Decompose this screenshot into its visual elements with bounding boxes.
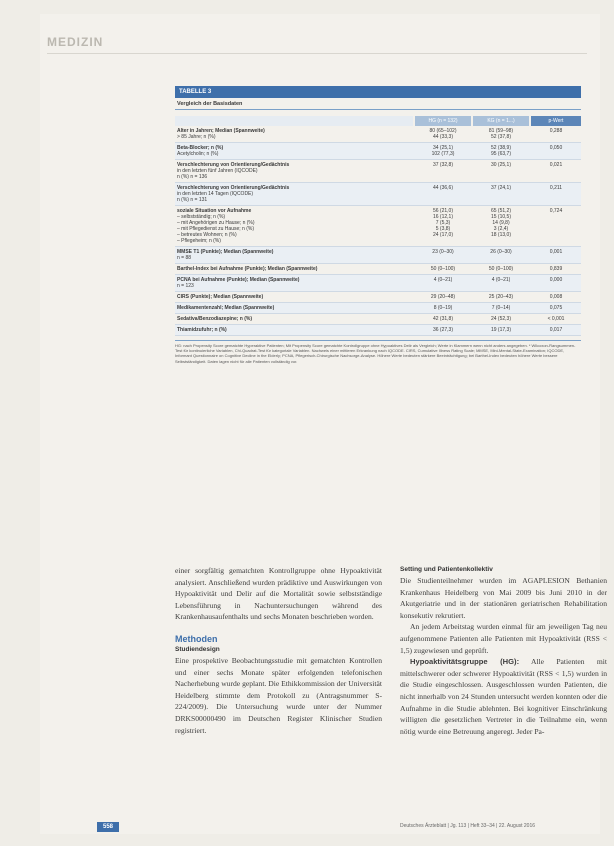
row-label-sub: > 85 Jahre; n (%)	[177, 134, 216, 140]
cell-kg	[473, 128, 529, 140]
row-label-sub: in den letzten fünf Jahren (IQCODE)	[177, 168, 258, 174]
row-label-sub: Acetylcholin; n (%)	[177, 151, 219, 157]
cell-hg	[415, 185, 471, 203]
col-p: p-Wert	[531, 116, 581, 126]
cell-hg	[415, 249, 471, 261]
cell-p	[531, 249, 581, 261]
cell-p-value: < 0,001	[547, 316, 565, 322]
cell-hg	[415, 266, 471, 272]
cell-kg-value: 7 (0–14)	[491, 305, 511, 311]
cell-hg-value: 56 (21,0)	[432, 208, 453, 214]
cell-hg-value: 80 (65–102)	[429, 128, 457, 134]
cell-kg-value: 26 (0–30)	[490, 249, 512, 255]
table-row	[175, 275, 581, 292]
cell-p	[531, 162, 581, 180]
row-label-main: Thiamidzufuhr; n (%)	[177, 327, 227, 333]
cell-p	[531, 128, 581, 140]
row-label	[175, 327, 413, 333]
cell-hg-value: 44 (36,6)	[432, 185, 453, 191]
row-label-main: Verschlechterung von Orientierung/Gedächtnis	[177, 185, 290, 191]
col-kg: KG (n = 1...)	[473, 116, 529, 126]
cell-hg	[415, 208, 471, 244]
row-label	[175, 185, 413, 203]
cell-kg-value: 50 (0–100)	[488, 266, 514, 272]
row-label-main: CIRS (Punkte); Median (Spannweite)	[177, 294, 264, 300]
cell-p-value: 0,008	[549, 294, 563, 300]
cell-p-value: 0,021	[549, 162, 563, 168]
cell-kg	[473, 162, 529, 180]
cell-hg-value: 5 (3,8)	[435, 226, 451, 232]
row-label-sub: n (%) n = 131	[177, 197, 208, 203]
row-label	[175, 208, 413, 244]
row-label	[175, 145, 413, 157]
cell-hg-value: 7 (5,3)	[435, 220, 451, 226]
cell-p	[531, 277, 581, 289]
row-label-main: Alter in Jahren; Median (Spannweite)	[177, 128, 265, 134]
row-label-item: – selbstständig; n (%)	[177, 214, 226, 220]
table-row	[175, 325, 581, 336]
cell-p-value: 0,839	[549, 266, 563, 272]
cell-kg	[473, 145, 529, 157]
cell-p	[531, 145, 581, 157]
cell-kg-value: 95 (63,7)	[490, 151, 511, 157]
table-row	[175, 126, 581, 143]
text-column-right	[400, 565, 607, 737]
row-label-sub: n = 88	[177, 255, 192, 261]
row-label	[175, 162, 413, 180]
cell-p-value: 0,211	[549, 185, 563, 191]
table-title: Vergleich der Basisdaten	[175, 98, 581, 110]
cell-p-value: 0,724	[549, 208, 563, 214]
cell-kg-value: 81 (59–98)	[488, 128, 514, 134]
cell-hg-value: 34 (25,1)	[432, 145, 453, 151]
cell-hg	[415, 327, 471, 333]
table-row	[175, 292, 581, 303]
cell-kg	[473, 208, 529, 244]
subheading-study-design: Studiendesign	[175, 645, 220, 653]
row-label-main: Barthel-Index bei Aufnahme (Punkte); Median (Spannweite)	[177, 266, 318, 272]
cell-hg	[415, 316, 471, 322]
section-label: MEDIZIN	[47, 35, 104, 49]
cell-hg-value: 42 (31,8)	[432, 316, 453, 322]
row-label-sub: n (%) n = 136	[177, 174, 208, 180]
row-label-item: – mit Angehörigen zu Hause; n (%)	[177, 220, 255, 226]
table-body	[175, 126, 581, 336]
cell-hg	[415, 294, 471, 300]
cell-hg-value: 102 (77,3)	[431, 151, 455, 157]
cell-p	[531, 305, 581, 311]
cell-p	[531, 208, 581, 244]
row-label	[175, 316, 413, 322]
cell-hg-value: 36 (27,3)	[432, 327, 453, 333]
cell-hg-value: 44 (33,3)	[432, 134, 453, 140]
row-label	[175, 277, 413, 289]
row-label-item: – Pflegeheim; n (%)	[177, 238, 221, 244]
cell-kg-value: 25 (20–43)	[488, 294, 514, 300]
cell-hg	[415, 145, 471, 157]
cell-p	[531, 316, 581, 322]
table-row	[175, 143, 581, 160]
screening-paragraph: An jedem Arbeitstag wurden einmal für am jeweiligen Tag neu aufgenommene Patienten alle Patienten mit Hypoaktivität (RSS < 1,5) zugewiesen und geprüft.	[400, 622, 607, 655]
table-row	[175, 314, 581, 325]
row-label	[175, 249, 413, 261]
cell-p	[531, 185, 581, 203]
table-row	[175, 264, 581, 275]
cell-hg-value: 50 (0–100)	[430, 266, 456, 272]
cell-kg	[473, 249, 529, 261]
cell-kg	[473, 316, 529, 322]
table-column-headers	[175, 116, 581, 126]
header-rule	[47, 53, 587, 54]
study-design-paragraph: Eine prospektive Beobachtungsstudie mit gematchten Kontrollen und einer sechs Monate später erfolgenden telefonischen Nacherhebung wurde geplant. Die Ethikkommission der Universität Heidelberg stimmte dem Protokoll zu (Antragsnummer S-224/2009). Die Untersuchung wurde unter der Nummer DRKS00000490 im Deutschen Register Klinischer Studien registriert.	[175, 655, 382, 735]
cell-p	[531, 294, 581, 300]
cell-kg-value: 24 (52,3)	[490, 316, 511, 322]
cell-hg-value: 16 (12,1)	[432, 214, 453, 220]
table-row	[175, 303, 581, 314]
cell-kg-value: 19 (17,3)	[490, 327, 511, 333]
row-label-main: PCNA bei Aufnahme (Punkte); Median (Spannweite)	[177, 277, 300, 283]
table-row	[175, 247, 581, 264]
hg-text: Alle Patienten mit mittelschwerer oder schwerer Hypoaktivität (RSS < 1,5) wurden in die Studie eingeschlossen. Ausgeschlossen wurden Patienten, die nicht innerhalb von 24 Stunden untersucht werden konnten oder die Aufnahme in die Studie ablehnten. Bei kognitiver Einschränkung willigten die gesetzlichen Vertreter in die Teilnahme ein, wenn nötig wurde eine Betreuung angeregt. Jeder Pa-	[400, 657, 607, 736]
cell-hg	[415, 128, 471, 140]
cell-kg-value: 4 (0–21)	[491, 277, 511, 283]
cell-kg-value: 52 (38,9)	[490, 145, 511, 151]
intro-paragraph: einer sorgfältig gematchten Kontrollgruppe ohne Hypoaktivität analysiert. Anschließend wurden prädiktive und Auswirkungen von Hypoaktivität und Delir auf die Mortalität sowie selbstständige Lebensführung in Nachuntersuchungen während des Krankenhausaufenthalts und sechs Monaten beschrieben worden.	[175, 566, 382, 622]
cell-p	[531, 266, 581, 272]
setting-paragraph: Die Studienteilnehmer wurden im AGAPLESION Bethanien Krankenhaus Heidelberg von Mai 2009 bis Juni 2010 in der Akutgeriatrie und in der stationären geriatrischen Rehabilitation konsekutiv rekrutiert.	[400, 576, 607, 620]
section-heading-methods: Methoden	[175, 633, 218, 644]
cell-hg	[415, 277, 471, 289]
table-3	[175, 86, 581, 364]
row-label-item: – betreutes Wohnen; n (%)	[177, 232, 237, 238]
cell-kg	[473, 277, 529, 289]
journal-header	[47, 35, 103, 49]
cell-kg	[473, 185, 529, 203]
cell-hg-value: 8 (0–19)	[433, 305, 453, 311]
cell-kg	[473, 294, 529, 300]
row-label-sub: n = 123	[177, 283, 194, 289]
col-hg: HG (n = 132)	[415, 116, 471, 126]
cell-hg-value: 23 (0–30)	[432, 249, 454, 255]
cell-kg-value: 15 (10,5)	[490, 214, 511, 220]
cell-kg	[473, 266, 529, 272]
row-label	[175, 305, 413, 311]
cell-hg-value: 37 (32,8)	[432, 162, 453, 168]
row-label	[175, 266, 413, 272]
cell-kg-value: 30 (25,1)	[490, 162, 511, 168]
cell-kg-value: 3 (2,4)	[493, 226, 509, 232]
cell-p-value: 0,017	[549, 327, 563, 333]
journal-footer: Deutsches Ärzteblatt | Jg. 113 | Heft 33–34 | 22. August 2016	[400, 823, 535, 829]
cell-p-value: 0,001	[549, 249, 563, 255]
table-footnotes: HG: nach Propensity Score gematchte Hyperaktive Patienten; Mit Propensity Score gematchte Kontrollgruppe ohne Hypoaktives Delir als Vergleich; Werte in Klammern wenn nicht anders angegeben. * Wilcoxon-Rangsummen-Test für kontinuierliche Variablen, Chi-Quadrat-Test für kategoriale Variablen. Nachweis einer mittleren Erkrankung nach IQCODE. CIRS, Cumulative Illness Rating Scale; MMSE, Mini-Mental-State-Examination; IQCODE, Informant Questionnaire on Cognitive Decline in the Elderly; PCNA, Pflegerisch-Chirurgische Nachsorge-Analyse. Höhere Werte bedeuten stärkere Beeinträchtigung; bei Barthel-Index bedeuten höhere Werte bessere Selbstständigkeit. Daten lagen nicht für alle Patienten vollständig vor.	[175, 340, 581, 364]
row-label-main: Beta-Blocker; n (%)	[177, 145, 224, 151]
cell-hg	[415, 162, 471, 180]
page-number: 558	[97, 822, 119, 832]
cell-kg-value: 65 (51,2)	[490, 208, 511, 214]
table-row	[175, 160, 581, 183]
cell-hg	[415, 305, 471, 311]
cell-kg-value: 37 (24,1)	[490, 185, 511, 191]
cell-hg-value: 24 (17,0)	[432, 232, 453, 238]
row-label-main: Medikamentenzahl; Median (Spannweite)	[177, 305, 275, 311]
cell-p	[531, 327, 581, 333]
row-label-main: Verschlechterung von Orientierung/Gedächtnis	[177, 162, 290, 168]
table-row	[175, 183, 581, 206]
cell-p-value: 0,000	[549, 277, 563, 283]
subheading-setting: Setting und Patientenkollektiv	[400, 566, 493, 573]
cell-kg	[473, 305, 529, 311]
cell-p-value: 0,050	[549, 145, 563, 151]
cell-kg	[473, 327, 529, 333]
hg-runin: Hypoaktivitätsgruppe (HG):	[410, 657, 520, 667]
row-label-main: MMSE T1 (Punkte); Median (Spannweite)	[177, 249, 274, 255]
cell-p-value: 0,288	[549, 128, 563, 134]
table-row	[175, 206, 581, 247]
cell-hg-value: 4 (0–21)	[433, 277, 453, 283]
hg-paragraph	[400, 656, 607, 737]
row-label	[175, 128, 413, 140]
row-label-sub: in den letzten 14 Tagen (IQCODE)	[177, 191, 254, 197]
cell-p-value: 0,075	[549, 305, 563, 311]
cell-kg-value: 18 (13,0)	[490, 232, 511, 238]
table-tag: TABELLE 3	[175, 86, 581, 98]
row-label-main: Sedativa/Benzodiazepine; n (%)	[177, 316, 253, 322]
cell-kg-value: 52 (37,8)	[490, 134, 511, 140]
text-column-left	[175, 565, 382, 736]
row-label-item: – mit Pflegedienst zu Hause; n (%)	[177, 226, 254, 232]
cell-hg-value: 29 (20–48)	[430, 294, 456, 300]
row-label-main: soziale Situation vor Aufnahme	[177, 208, 252, 214]
cell-kg-value: 14 (9,8)	[492, 220, 510, 226]
row-label	[175, 294, 413, 300]
